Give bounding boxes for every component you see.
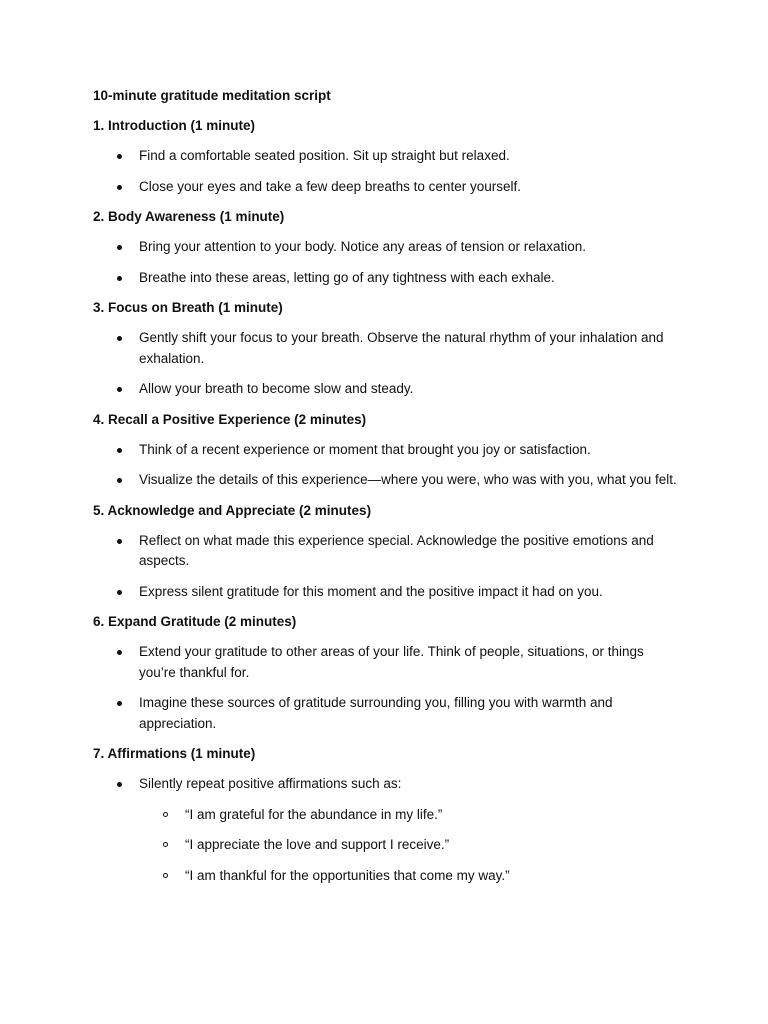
bullet-icon (117, 276, 122, 281)
list-item (93, 470, 680, 491)
list-item-text: Imagine these sources of gratitude surrounding you, filling you with warmth and appreciation. (139, 695, 613, 731)
list-item-text: Allow your breath to become slow and steady. (139, 381, 414, 396)
list-item-text: Breathe into these areas, letting go of any tightness with each exhale. (139, 269, 555, 285)
bullet-icon (117, 701, 122, 706)
list-item (93, 693, 680, 734)
section-body-awareness (93, 207, 680, 288)
sub-list-item (139, 835, 680, 856)
hollow-bullet-icon (163, 842, 168, 847)
document-title: 10-minute gratitude meditation script (93, 88, 331, 103)
bullet-list (93, 146, 680, 197)
bullet-icon (117, 650, 122, 655)
bullet-list (93, 531, 680, 603)
bullet-list (93, 440, 680, 491)
bullet-icon (117, 154, 122, 159)
list-item-text: Gently shift your focus to your breath. Observe the natural rhythm of your inhalation and exhalation. (139, 330, 664, 366)
list-item (93, 582, 680, 603)
section-introduction (93, 116, 680, 197)
section-heading: 2. Body Awareness (1 minute) (93, 209, 285, 224)
list-item-text: Close your eyes and take a few deep breaths to center yourself. (139, 178, 521, 194)
section-heading: 1. Introduction (1 minute) (93, 118, 255, 133)
bullet-list (93, 237, 680, 288)
sub-list-item (139, 866, 680, 887)
section-heading: 3. Focus on Breath (1 minute) (93, 300, 283, 315)
section-heading: 7. Affirmations (1 minute) (93, 746, 256, 761)
list-item-text: Visualize the details of this experience—where you were, who was with you, what you felt. (139, 472, 677, 487)
sub-list-item-text: “I am grateful for the abundance in my life.” (185, 806, 443, 822)
list-item-text: Bring your attention to your body. Notice any areas of tension or relaxation. (139, 239, 587, 254)
section-expand-gratitude (93, 612, 680, 734)
bullet-icon (117, 448, 122, 453)
sub-bullet-list (139, 805, 680, 887)
list-item (93, 268, 680, 289)
sub-list-item-text: “I am thankful for the opportunities that come my way.” (185, 867, 510, 883)
list-item-text: Extend your gratitude to other areas of your life. Think of people, situations, or things you’re thankful for. (139, 644, 644, 680)
list-item-text: Think of a recent experience or moment that brought you joy or satisfaction. (139, 441, 591, 457)
section-focus-on-breath (93, 298, 680, 400)
bullet-icon (117, 336, 122, 341)
bullet-icon (117, 478, 122, 483)
list-item (93, 440, 680, 461)
sub-list-item-text: “I appreciate the love and support I receive.” (185, 837, 450, 852)
bullet-icon (117, 387, 122, 392)
sub-list-item (139, 805, 680, 826)
bullet-list (93, 642, 680, 734)
list-item (93, 774, 680, 886)
list-item-text: Express silent gratitude for this moment and the positive impact it had on you. (139, 583, 603, 599)
bullet-icon (117, 245, 122, 250)
list-item-text: Silently repeat positive affirmations such as: (139, 776, 402, 791)
bullet-icon (117, 185, 122, 190)
list-item (93, 177, 680, 198)
list-item (93, 237, 680, 258)
hollow-bullet-icon (163, 812, 168, 817)
list-item (93, 379, 680, 400)
bullet-list (93, 774, 680, 886)
list-item (93, 146, 680, 167)
hollow-bullet-icon (163, 873, 168, 878)
bullet-list (93, 328, 680, 400)
bullet-icon (117, 782, 122, 787)
section-heading: 6. Expand Gratitude (2 minutes) (93, 614, 297, 629)
list-item (93, 531, 680, 572)
list-item (93, 642, 680, 683)
list-item-text: Reflect on what made this experience special. Acknowledge the positive emotions and aspects. (139, 532, 654, 568)
bullet-icon (117, 539, 122, 544)
section-heading: 4. Recall a Positive Experience (2 minutes) (93, 411, 367, 427)
section-acknowledge-appreciate (93, 501, 680, 603)
section-recall-positive-experience (93, 410, 680, 491)
list-item-text: Find a comfortable seated position. Sit up straight but relaxed. (139, 148, 510, 163)
section-affirmations (93, 744, 680, 886)
section-heading: 5. Acknowledge and Appreciate (2 minutes) (93, 502, 372, 518)
list-item (93, 328, 680, 369)
bullet-icon (117, 590, 122, 595)
